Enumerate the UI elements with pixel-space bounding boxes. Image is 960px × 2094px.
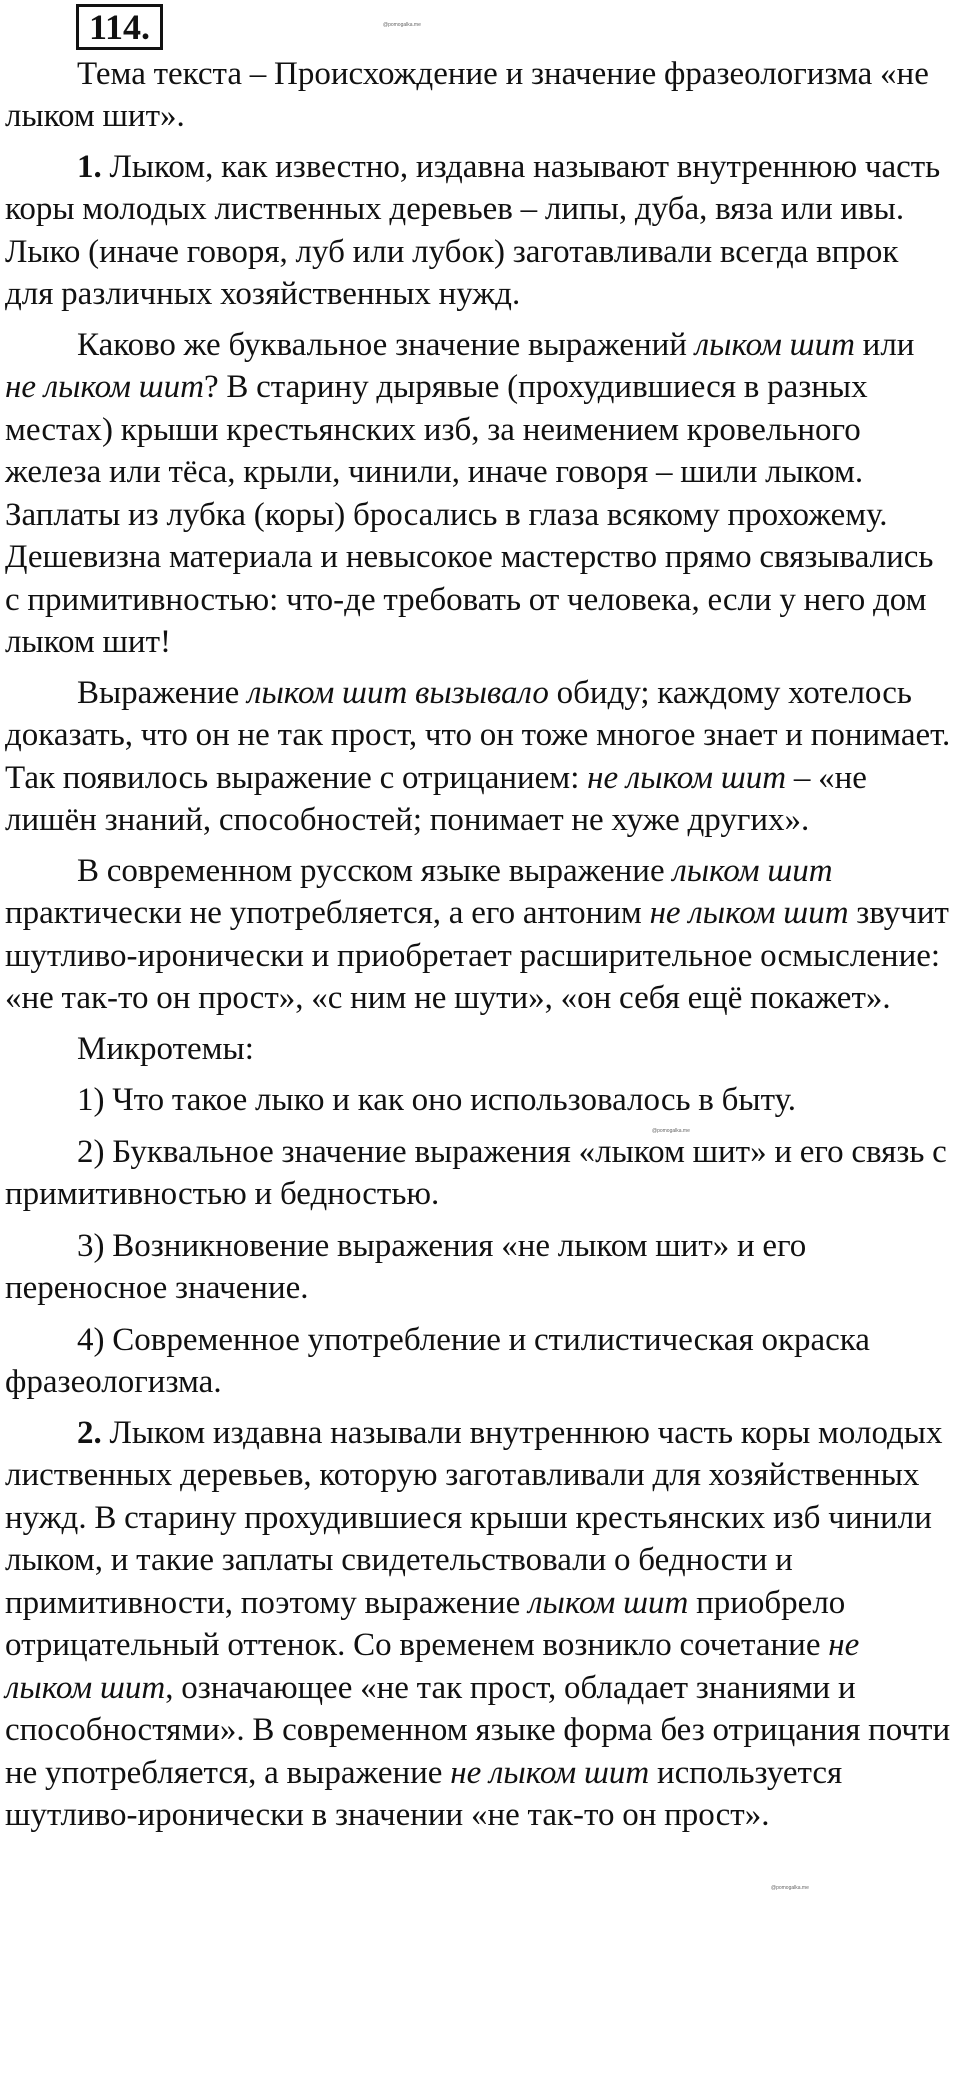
- microtheme-item: 1) Что такое лыко и как оно использовалось в быту.: [77, 1082, 797, 1118]
- microtheme-item: 2) Буквальное значение выражения «лыком шит» и его связь с примитивностью и бедностью.: [5, 1133, 947, 1212]
- microtheme-item: 3) Возникновение выражения «не лыком шит» и его переносное значение.: [5, 1227, 807, 1306]
- italic-phrase: не лыком шит: [649, 895, 849, 931]
- paragraph: 1. Лыком, как известно, издавна называют внутреннюю часть коры молодых лиственных деревьев – липы, дуба, вяза или ивы. Лыко (иначе говоря, луб или лубок) заготавливали всегда впрок для различных хозяйственных нужд.: [5, 148, 941, 312]
- italic-phrase: не лыком шит: [5, 369, 204, 405]
- exercise-number: 114.: [76, 4, 163, 50]
- italic-phrase: не лыком шит: [5, 1627, 860, 1706]
- italic-phrase: не лыком шит: [450, 1754, 650, 1791]
- italic-phrase: не лыком шит: [587, 759, 787, 796]
- microthemes-heading: Микротемы:: [77, 1030, 254, 1067]
- paragraph: 2. Лыком издавна называли внутреннюю часть коры молодых лиственных деревьев, которую заготавливали для хозяйственных нужд. В старину прохудившиеся крыши крестьянских изб чинили лыком, и такие заплаты свидетельствовали о бедности и примитивности, поэтому выражение лыком шит приобрело отрицательный оттенок. Со временем возникло сочетание не лыком шит, означающее «не так прост, обладает знаниями и способностями». В современном языке форма без отрицания почти не употребляется, а выражение не лыком шит используется шутливо-иронически в значении «не так-то он прост».: [5, 1414, 951, 1833]
- section-number: 2.: [77, 1414, 102, 1451]
- paragraph: Выражение лыком шит вызывало обиду; каждому хотелось доказать, что он не так прост, что он тоже многое знает и понимает. Так появилось выражение с отрицанием: не лыком шит – «не лишён знаний, способностей; понимает не хуже других».: [5, 674, 951, 838]
- paragraph: В современном русском языке выражение лыком шит практически не употребляется, а его антоним не лыком шит звучит шутливо-иронически и приобретает расширительное осмысление: «не так-то он прост», «с ним не шути», «он себя ещё покажет».: [5, 852, 949, 1016]
- exercise-header: [5, 0, 952, 51]
- watermark-text: @pomogalka.me: [771, 1885, 809, 1891]
- microtheme-item: 4) Современное употребление и стилистическая окраска фразеологизма.: [5, 1321, 870, 1400]
- text-theme: Тема текста – Происхождение и значение фразеологизма «не лыком шит».: [5, 55, 929, 134]
- italic-phrase: лыком шит: [694, 326, 855, 363]
- paragraph: Каково же буквальное значение выражений лыком шит или не лыком шит? В старину дырявые (прохудившиеся в разных местах) крыши крестьянских изб, за неимением кровельного железа или тёса, крыли, чинили, иначе говоря – шили лыком. Заплаты из лубка (коры) бросались в глаза всякому прохожему. Дешевизна материала и невысокое мастерство прямо связывались с примитивностью: что-де требовать от человека, если у него дом лыком шит!: [5, 326, 934, 660]
- italic-phrase: лыком шит: [528, 1584, 689, 1621]
- italic-phrase: лыком шит вызывало: [247, 674, 549, 711]
- italic-phrase: лыком шит: [672, 852, 833, 889]
- section-number: 1.: [77, 148, 102, 185]
- watermark-text: @pomogalka.me: [383, 22, 421, 28]
- watermark-text: @pomogalka.me: [652, 1128, 690, 1134]
